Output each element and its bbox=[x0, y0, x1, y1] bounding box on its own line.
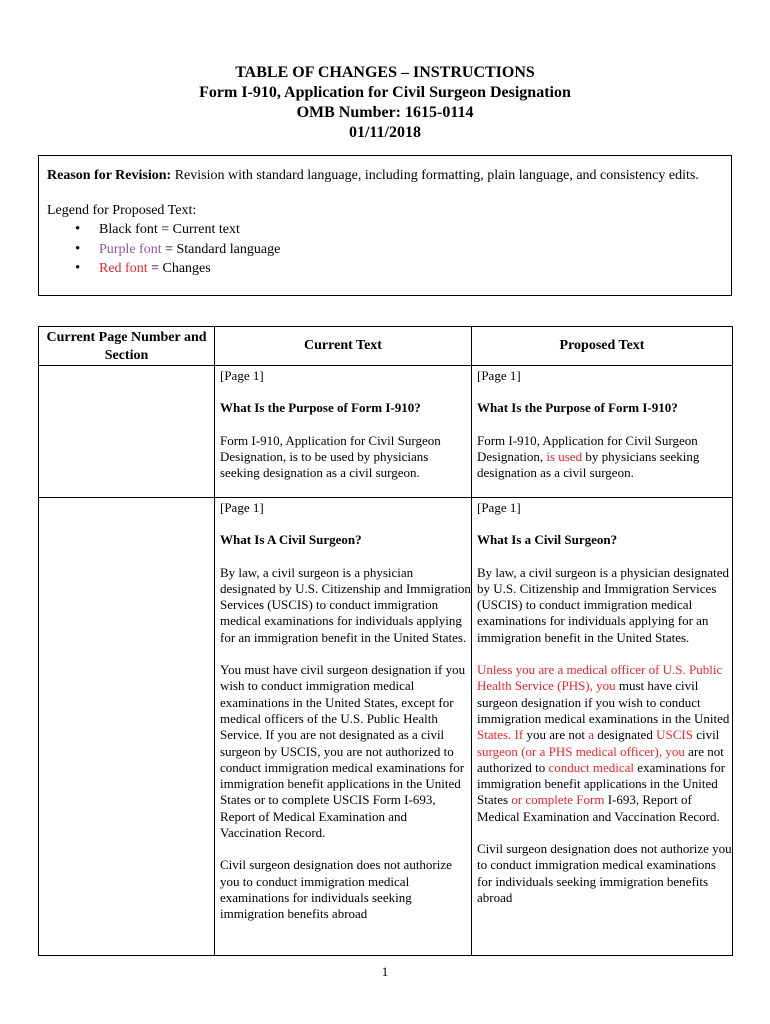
header-proposed: Proposed Text bbox=[472, 327, 733, 366]
current-text-cell: [Page 1] What Is the Purpose of Form I-910? Form I-910, Application for Civil Surgeon Designation, is to be used by physicians seeking designation as a civil surgeon. bbox=[215, 366, 472, 498]
page-number: 1 bbox=[381, 964, 389, 979]
legend-item-red: • Red font = Changes bbox=[75, 259, 723, 279]
omb-number: OMB Number: 1615-0114 bbox=[296, 104, 474, 121]
legend-list bbox=[47, 220, 723, 279]
revision-text: Revision with standard language, including formatting, plain language, and consistency edits. bbox=[171, 168, 699, 183]
table-row bbox=[39, 498, 733, 956]
proposed-text-cell: [Page 1] What Is a Civil Surgeon? By law, a civil surgeon is a physician designated by U.S. Citizenship and Immigration Services (USCIS) to conduct immigration medical examinations for individuals applying for an immigration benefit in the United States. Unless you are a medical officer of U.S. Public Health Service (PHS), you must have civil surgeon designation if you wish to conduct immigration medical examinations in the United States. If you are not a designated USCIS civil surgeon (or a PHS medical officer), you are not authorized to conduct medical examinations for immigration benefit applications in the United States or complete Form I-693, Report of Medical Examination and Vaccination Record. Civil surgeon designation does not authorize you to conduct immigration medical examinations for individuals seeking immigration benefits abroad bbox=[472, 498, 733, 956]
revision-box bbox=[38, 155, 732, 296]
doc-title: TABLE OF CHANGES – INSTRUCTIONS bbox=[235, 64, 535, 81]
section-heading: What Is A Civil Surgeon? bbox=[220, 532, 362, 548]
doc-date: 01/11/2018 bbox=[348, 124, 421, 141]
legend-title: Legend for Proposed Text: bbox=[47, 203, 197, 218]
revision-reason bbox=[47, 167, 723, 185]
header-section: Current Page Number and Section bbox=[39, 327, 215, 366]
section-cell bbox=[39, 366, 215, 498]
legend-item-black: • Black font = Current text bbox=[75, 220, 723, 240]
legend-color-purple: Purple font bbox=[99, 241, 162, 257]
section-heading: What Is the Purpose of Form I-910? bbox=[477, 400, 678, 416]
legend-item-purple: • Purple font = Standard language bbox=[75, 240, 723, 260]
proposed-text-cell: [Page 1] What Is the Purpose of Form I-910? Form I-910, Application for Civil Surgeon Designation, is used by physicians seeking designation as a civil surgeon. bbox=[472, 366, 733, 498]
document-header bbox=[0, 63, 770, 143]
table-row bbox=[39, 366, 733, 498]
section-heading: What Is the Purpose of Form I-910? bbox=[220, 400, 421, 416]
form-name: Form I-910, Application for Civil Surgeon Designation bbox=[199, 84, 571, 101]
section-heading: What Is a Civil Surgeon? bbox=[477, 532, 618, 548]
legend-color-red: Red font bbox=[99, 261, 148, 276]
table-header-row bbox=[39, 327, 733, 366]
header-current: Current Text bbox=[215, 327, 472, 366]
current-text-cell: [Page 1] What Is A Civil Surgeon? By law, a civil surgeon is a physician designated by U.S. Citizenship and Immigration Services (USCIS) to conduct immigration medical examinations for individuals applying for an immigration benefit in the United States. You must have civil surgeon designation if you wish to conduct immigration medical examinations in the United States, except for medical officers of the U.S. Public Health Service. If you are not designated as a civil surgeon by USCIS, you are not authorized to conduct immigration medical examinations for immigration benefit applications in the United States or to complete USCIS Form I-693, Report of Medical Examination and Vaccination Record. Civil surgeon designation does not authorize you to conduct immigration medical examinations for individuals seeking immigration benefits abroad bbox=[215, 498, 472, 956]
legend-color-black: Black font bbox=[99, 222, 158, 237]
revision-label: Reason for Revision: bbox=[47, 168, 172, 183]
section-cell bbox=[39, 498, 215, 956]
changes-table bbox=[38, 326, 733, 956]
